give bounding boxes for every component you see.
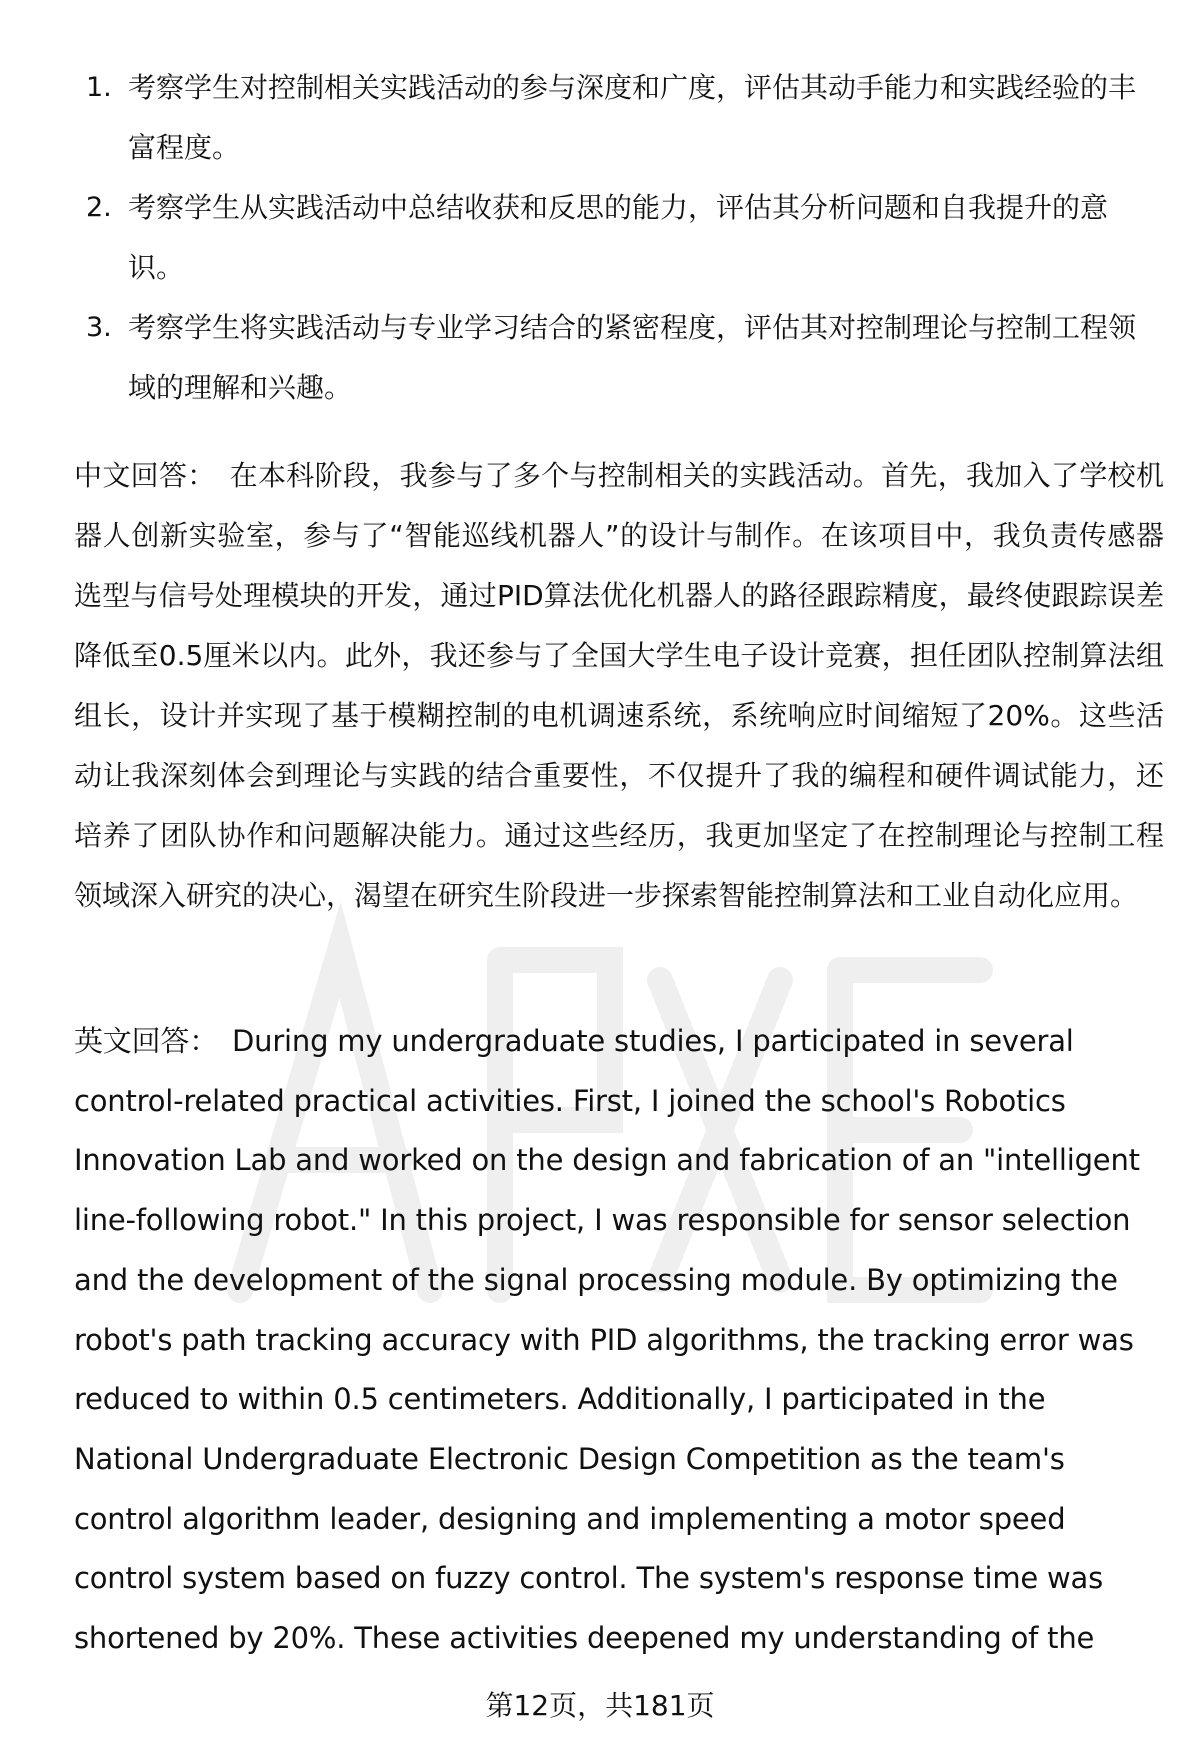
list-item-number: 2. — [86, 192, 112, 223]
assessment-criteria-list — [0, 58, 1200, 418]
list-item-text: 考察学生从实践活动中总结收获和反思的能力，评估其分析问题和自我提升的意识。 — [128, 191, 1109, 284]
list-item-text: 考察学生对控制相关实践活动的参与深度和广度，评估其动手能力和实践经验的丰富程度。 — [128, 71, 1137, 164]
chinese-answer-paragraph — [74, 446, 1164, 926]
page-footer — [0, 1686, 1200, 1726]
chinese-answer-label: 中文回答： — [74, 459, 216, 492]
list-item — [0, 58, 1138, 178]
list-item-text: 考察学生将实践活动与专业学习结合的紧密程度，评估其对控制理论与控制工程领域的理解和兴趣。 — [128, 311, 1137, 404]
list-item — [0, 178, 1138, 298]
english-answer-text: During my undergraduate studies, I participated in several control-related practical activities. First, I joined the school's Robotics Innovation Lab and worked on the design and fabrication of an "intelligent line-following robot." In this project, I was responsible for sensor selection and the development of the signal processing module. By optimizing the robot's path tracking accuracy with PID algorithms, the tracking error was reduced to within 0.5 centimeters. Additionally, I participated in the National Undergraduate Electronic Design Competition as the team's control algorithm leader, designing and implementing a motor speed control system based on fuzzy control. The system's response time was shortened by 20%. These activities deepened my understanding of the — [74, 1024, 1140, 1656]
page-number: 第12页，共181页 — [485, 1689, 715, 1722]
chinese-answer-text: 在本科阶段，我参与了多个与控制相关的实践活动。首先，我加入了学校机器人创新实验室，参与了“智能巡线机器人”的设计与制作。在该项目中，我负责传感器选型与信号处理模块的开发，通过PID算法优化机器人的路径跟踪精度，最终使跟踪误差降低至0.5厘米以内。此外，我还参与了全国大学生电子设计竞赛，担任团队控制算法组组长，设计并实现了基于模糊控制的电机调速系统，系统响应时间缩短了20%。这些活动让我深刻体会到理论与实践的结合重要性，不仅提升了我的编程和硬件调试能力，还培养了团队协作和问题解决能力。通过这些经历，我更加坚定了在控制理论与控制工程领域深入研究的决心，渴望在研究生阶段进一步探索智能控制算法和工业自动化应用。 — [74, 459, 1164, 912]
list-item-number: 3. — [86, 312, 112, 343]
english-answer-paragraph — [74, 1012, 1164, 1669]
list-item — [0, 298, 1138, 418]
english-answer-label: 英文回答： — [74, 1024, 219, 1058]
list-item-number: 1. — [86, 72, 112, 103]
